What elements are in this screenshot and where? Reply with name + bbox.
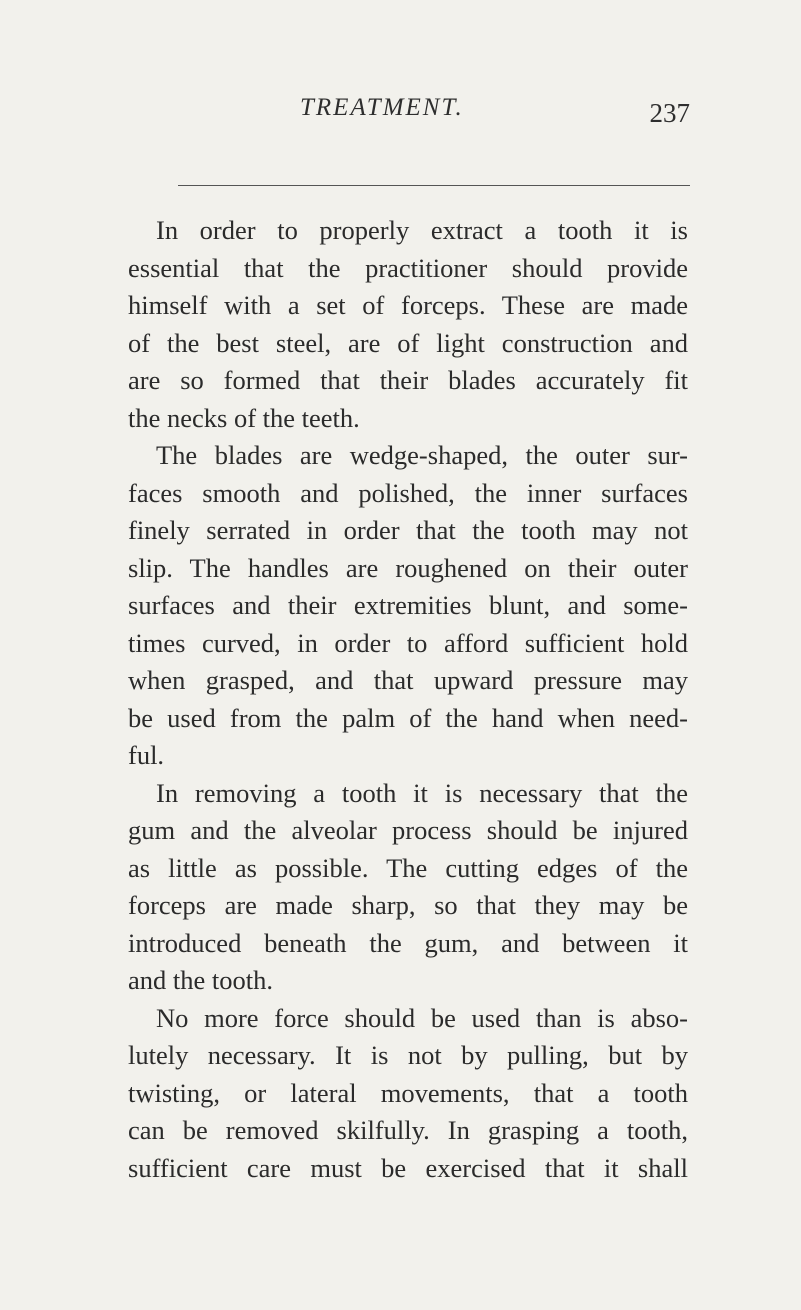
text-line: gum and the alveolar process should be injured [128,815,688,845]
text-line: the necks of the teeth. [128,402,360,433]
text-line: sufficient care must be exercised that it shall [128,1152,688,1183]
text-line: slip. The handles are roughened on their outer [128,552,688,583]
text-line: himself with a set of forceps. These are made [128,290,688,320]
text-line: be used from the palm of the hand when need- [128,702,688,733]
paragraph [128,212,688,437]
body-text [128,212,688,1187]
text-line: can be removed skilfully. In grasping a tooth, [128,1115,688,1145]
header-rule [178,185,690,186]
text-line: twisting, or lateral movements, that a tooth [128,1077,688,1108]
text-line: as little as possible. The cutting edges of the [128,852,688,883]
text-line: are so formed that their blades accurately fit [128,365,688,395]
running-head [180,94,690,134]
text-line: faces smooth and polished, the inner surfaces [128,477,688,508]
text-line: lutely necessary. It is not by pulling, but by [128,1040,688,1070]
text-line: introduced beneath the gum, and between it [128,927,688,958]
text-line: forceps are made sharp, so that they may be [128,890,688,920]
text-line: and the tooth. [128,965,273,995]
paragraph [128,775,688,1000]
paragraph [128,437,688,775]
paragraph [128,1000,688,1188]
text-line: In order to properly extract a tooth it is [156,215,688,245]
text-line: surfaces and their extremities blunt, and some- [128,590,688,620]
text-line: ful. [128,740,165,770]
text-line: when grasped, and that upward pressure may [128,665,688,695]
text-line: times curved, in order to afford sufficient hold [128,627,688,658]
text-line: In removing a tooth it is necessary that the [156,777,688,808]
text-line: finely serrated in order that the tooth may not [128,515,688,545]
text-line: The blades are wedge-shaped, the outer sur- [156,440,688,470]
running-title: TREATMENT. [300,94,464,121]
text-line: No more force should be used than is abso- [156,1002,688,1033]
page-number: 237 [649,98,690,128]
text-line: of the best steel, are of light construction and [128,327,688,358]
text-line: essential that the practitioner should provide [128,252,688,283]
